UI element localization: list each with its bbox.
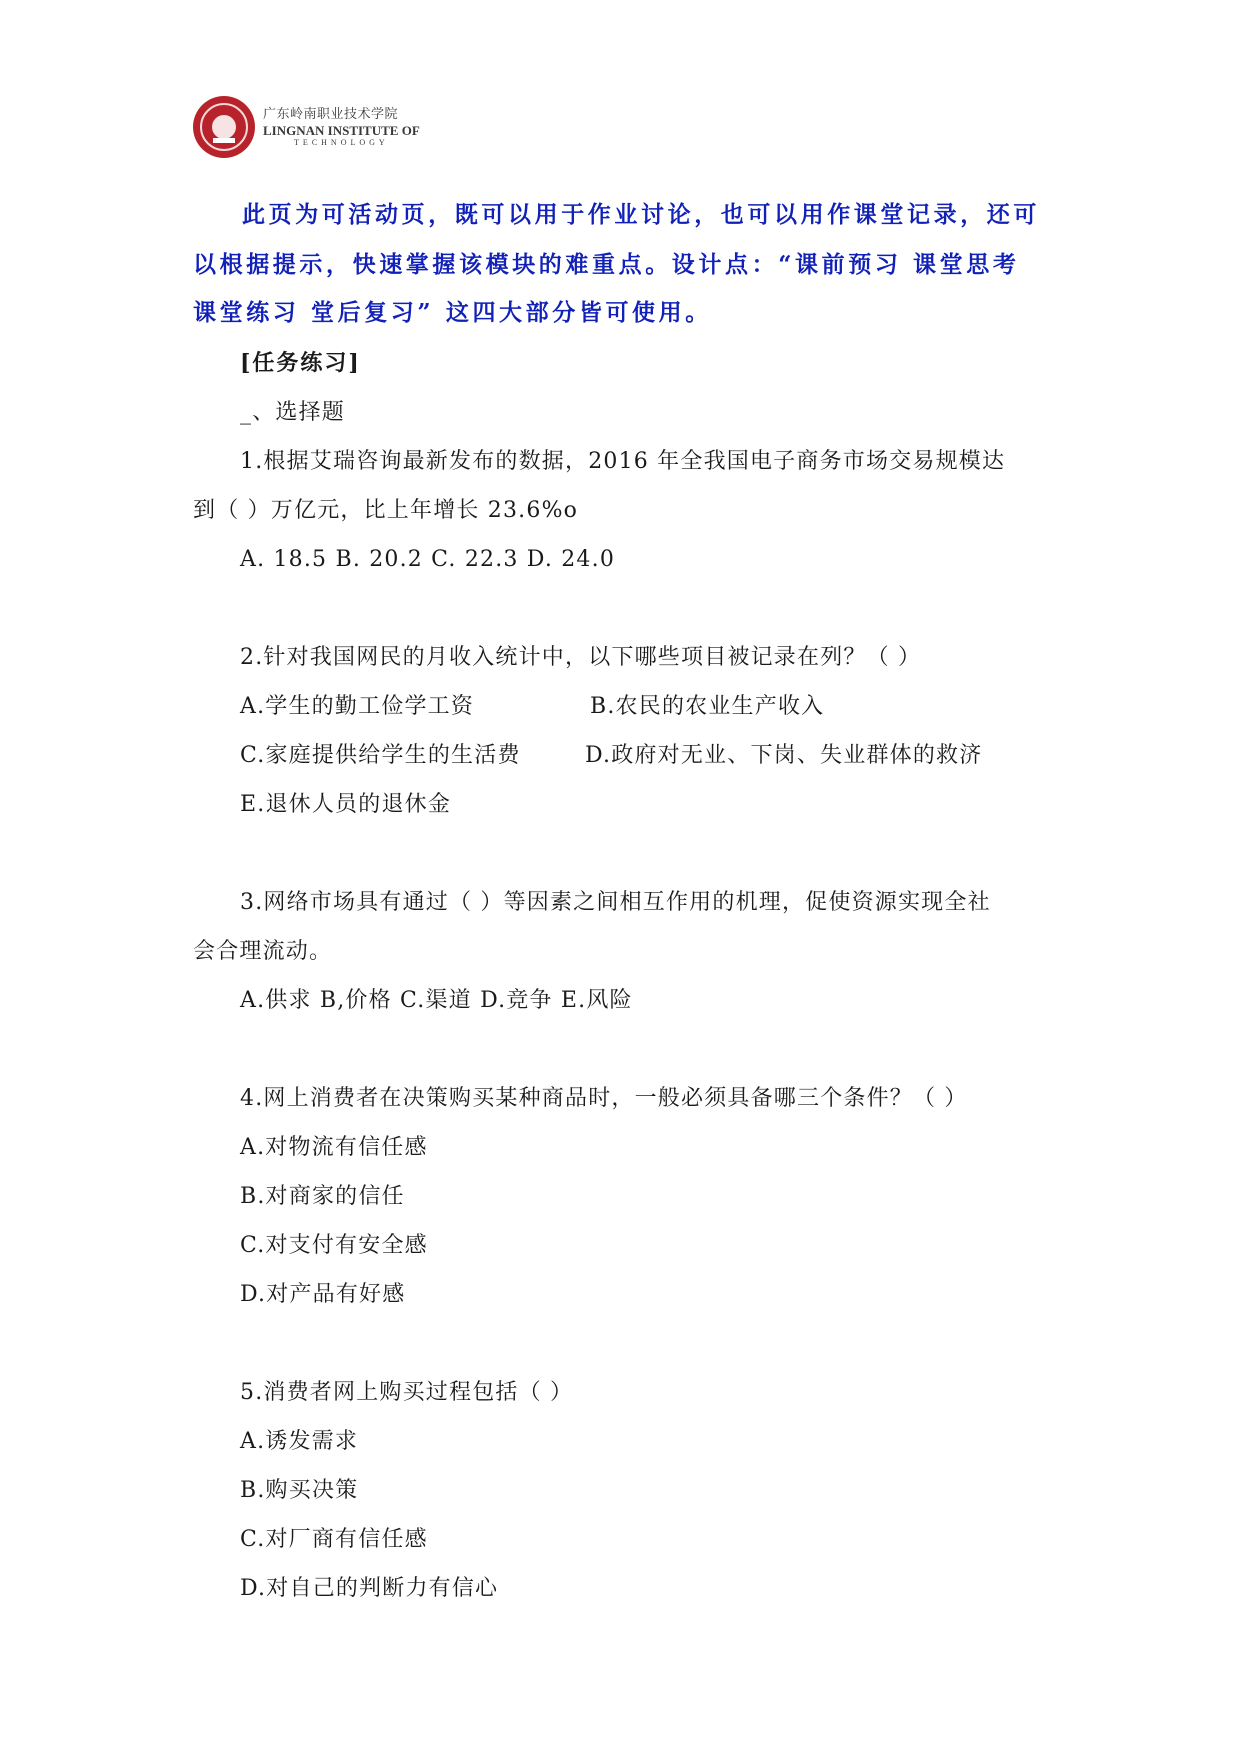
question-2-option-b: B.农民的农业生产收入 [590, 694, 825, 719]
question-1-options: A. 18.5 B. 20.2 C. 22.3 D. 24.0 [240, 547, 616, 572]
question-2-option-d: D.政府对无业、下岗、失业群体的救济 [585, 743, 983, 768]
question-5-option-b: B.购买决策 [240, 1478, 359, 1503]
question-2-line-1: 2.针对我国网民的月收入统计中，以下哪些项目被记录在列？（ ） [240, 645, 922, 670]
question-3-options: A.供求 B,价格 C.渠道 D.竞争 E.风险 [240, 988, 633, 1013]
intro-line-1: 此页为可活动页，既可以用于作业讨论，也可以用作课堂记录，还可 [242, 201, 1040, 228]
question-4-option-b: B.对商家的信任 [240, 1184, 405, 1209]
question-5-option-c: C.对厂商有信任感 [240, 1527, 428, 1552]
intro-line-2: 以根据提示，快速掌握该模块的难重点。设计点：“课前预习 课堂思考 [193, 251, 1020, 278]
school-seal-icon [193, 96, 255, 158]
school-name-en-sub: TECHNOLOGY [294, 137, 389, 147]
question-1-line-2: 到（ ）万亿元，比上年增长 23.6%o [193, 498, 579, 523]
question-3-line-2: 会合理流动。 [193, 939, 333, 964]
question-2-option-a: A.学生的勤工俭学工资 [240, 694, 475, 719]
question-4-line-1: 4.网上消费者在决策购买某种商品时，一般必须具备哪三个条件？（ ） [240, 1086, 968, 1111]
question-2-option-c: C.家庭提供给学生的生活费 [240, 743, 521, 768]
question-4-option-c: C.对支付有安全感 [240, 1233, 428, 1258]
school-name-cn: 广东岭南职业技术学院 [263, 106, 399, 122]
school-name-en: LINGNAN INSTITUTE OF [263, 122, 420, 138]
question-5-option-a: A.诱发需求 [240, 1429, 359, 1454]
question-2-option-e: E.退休人员的退休金 [240, 792, 452, 817]
question-4-option-d: D.对产品有好感 [240, 1282, 406, 1307]
section-title: [任务练习] [240, 350, 361, 376]
question-3-line-1: 3.网络市场具有通过（ ）等因素之间相互作用的机理，促使资源实现全社 [240, 890, 991, 915]
subsection-title: _、选择题 [240, 400, 346, 425]
question-5-option-d: D.对自己的判断力有信心 [240, 1576, 499, 1601]
school-name-block [263, 107, 420, 148]
question-5-line-1: 5.消费者网上购买过程包括（ ） [240, 1380, 574, 1405]
school-logo [193, 96, 420, 158]
question-4-option-a: A.对物流有信任感 [240, 1135, 428, 1160]
intro-line-3: 课堂练习 堂后复习” 这四大部分皆可使用。 [193, 299, 712, 326]
question-1-line-1: 1.根据艾瑞咨询最新发布的数据，2016 年全我国电子商务市场交易规模达 [240, 449, 1006, 474]
